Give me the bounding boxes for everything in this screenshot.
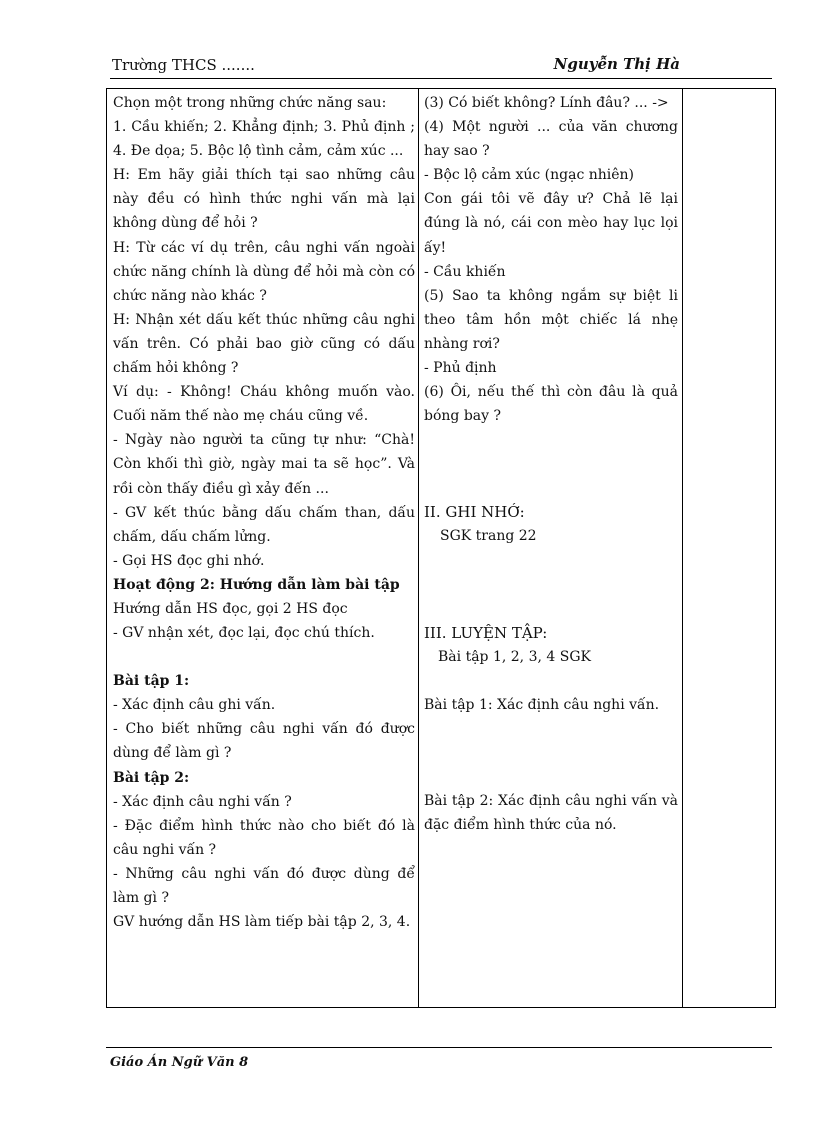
text-line: Bài tập 1: Xác định câu nghi vấn. <box>424 696 660 713</box>
text-line: (3) Có biết không? Lính đâu? ... -> <box>424 95 669 111</box>
column-divider-2 <box>682 89 683 1007</box>
section-heading: Hoạt động 2: Hướng dẫn làm bài tập <box>113 576 400 593</box>
spacer <box>424 741 678 765</box>
author-name: Nguyễn Thị Hà <box>553 55 680 73</box>
text-line: 1. Cầu khiến; 2. Khẳng định; 3. Phủ định ; 4. Đe dọa; 5. Bộc lộ tình cảm, cảm xúc ... <box>113 119 415 160</box>
spacer <box>424 765 678 789</box>
text-line: SGK trang 22 <box>440 528 537 545</box>
text-line: Bài tập 1, 2, 3, 4 SGK <box>438 648 591 665</box>
text-line: - Phủ định <box>424 360 497 377</box>
text-line: - Cầu khiến <box>424 263 506 280</box>
footer-title: Giáo Án Ngữ Văn 8 <box>110 1055 249 1070</box>
spacer <box>424 573 678 597</box>
activities-column <box>113 91 415 934</box>
page-header <box>110 54 772 79</box>
text-line: Ví dụ: - Không! Cháu không muốn vào. Cuối năm thế nào mẹ cháu cũng về. <box>113 384 415 425</box>
text-line: - Xác định câu nghi vấn ? <box>113 793 292 810</box>
text-line: H: Nhận xét dấu kết thúc những câu nghi vấn trên. Có phải bao giờ cũng có dấu chấm hỏi không ? <box>113 311 415 377</box>
section-heading: II. GHI NHỚ: <box>424 503 525 522</box>
column-divider-1 <box>418 89 419 1007</box>
spacer <box>113 645 415 669</box>
spacer <box>424 597 678 621</box>
text-line: - Đặc điểm hình thức nào cho biết đó là câu nghi vấn ? <box>113 817 415 858</box>
text-line: - GV kết thúc bằng dấu chấm than, dấu chấm, dấu chấm lửng. <box>113 504 415 545</box>
spacer <box>424 549 678 573</box>
spacer <box>424 669 678 693</box>
text-line: Bài tập 2: Xác định câu nghi vấn và đặc điểm hình thức của nó. <box>424 792 678 833</box>
text-line: (5) Sao ta không ngắm sự biệt li theo tâm hồn một chiếc lá nhẹ nhàng rơi? <box>424 287 678 352</box>
spacer <box>424 476 678 500</box>
text-line: GV hướng dẫn HS làm tiếp bài tập 2, 3, 4. <box>113 914 411 931</box>
text-line: - Bộc lộ cảm xúc (ngạc nhiên) <box>424 167 635 184</box>
section-heading: Bài tập 1: <box>113 673 190 690</box>
text-line: (4) Một người ... của văn chương hay sao ? <box>424 119 678 160</box>
text-line: - Xác định câu ghi vấn. <box>113 697 276 714</box>
text-line: H: Từ các ví dụ trên, câu nghi vấn ngoài chức năng chính là dùng để hỏi mà còn có chức năng nào khác ? <box>113 239 415 304</box>
text-line: (6) Ôi, nếu thế thì còn đâu là quả bóng bay ? <box>424 384 678 425</box>
text-line: Hướng dẫn HS đọc, gọi 2 HS đọc <box>113 600 348 617</box>
text-line: - Cho biết những câu nghi vấn đó được dùng để làm gì ? <box>113 721 415 762</box>
section-heading: Bài tập 2: <box>113 769 190 786</box>
text-line: - Gọi HS đọc ghi nhớ. <box>113 552 265 569</box>
school-name: Trường THCS ....... <box>112 56 255 74</box>
text-line: - Những câu nghi vấn đó được dùng để làm gì ? <box>113 865 415 906</box>
text-line: - Ngày nào người ta cũng tự như: “Chà! Còn khối thì giờ, ngày mai ta sẽ học”. Và rồi còn thấy điều gì xảy đến ... <box>113 432 415 497</box>
footer-rule <box>106 1047 772 1048</box>
lesson-table <box>106 88 776 1008</box>
spacer <box>424 717 678 741</box>
text-line: Chọn một trong những chức năng sau: <box>113 95 387 111</box>
section-heading: III. LUYỆN TẬP: <box>424 623 548 642</box>
spacer <box>424 428 678 452</box>
text-line: H: Em hãy giải thích tại sao những câu này đều có hình thức nghi vấn mà lại không dùng để hỏi ? <box>113 167 415 232</box>
content-column <box>424 91 678 837</box>
spacer <box>424 452 678 476</box>
text-line: - GV nhận xét, đọc lại, đọc chú thích. <box>113 625 375 642</box>
text-line: Con gái tôi vẽ đây ư? Chả lẽ lại đúng là nó, cái con mèo hay lục lọi ấy! <box>424 191 678 256</box>
